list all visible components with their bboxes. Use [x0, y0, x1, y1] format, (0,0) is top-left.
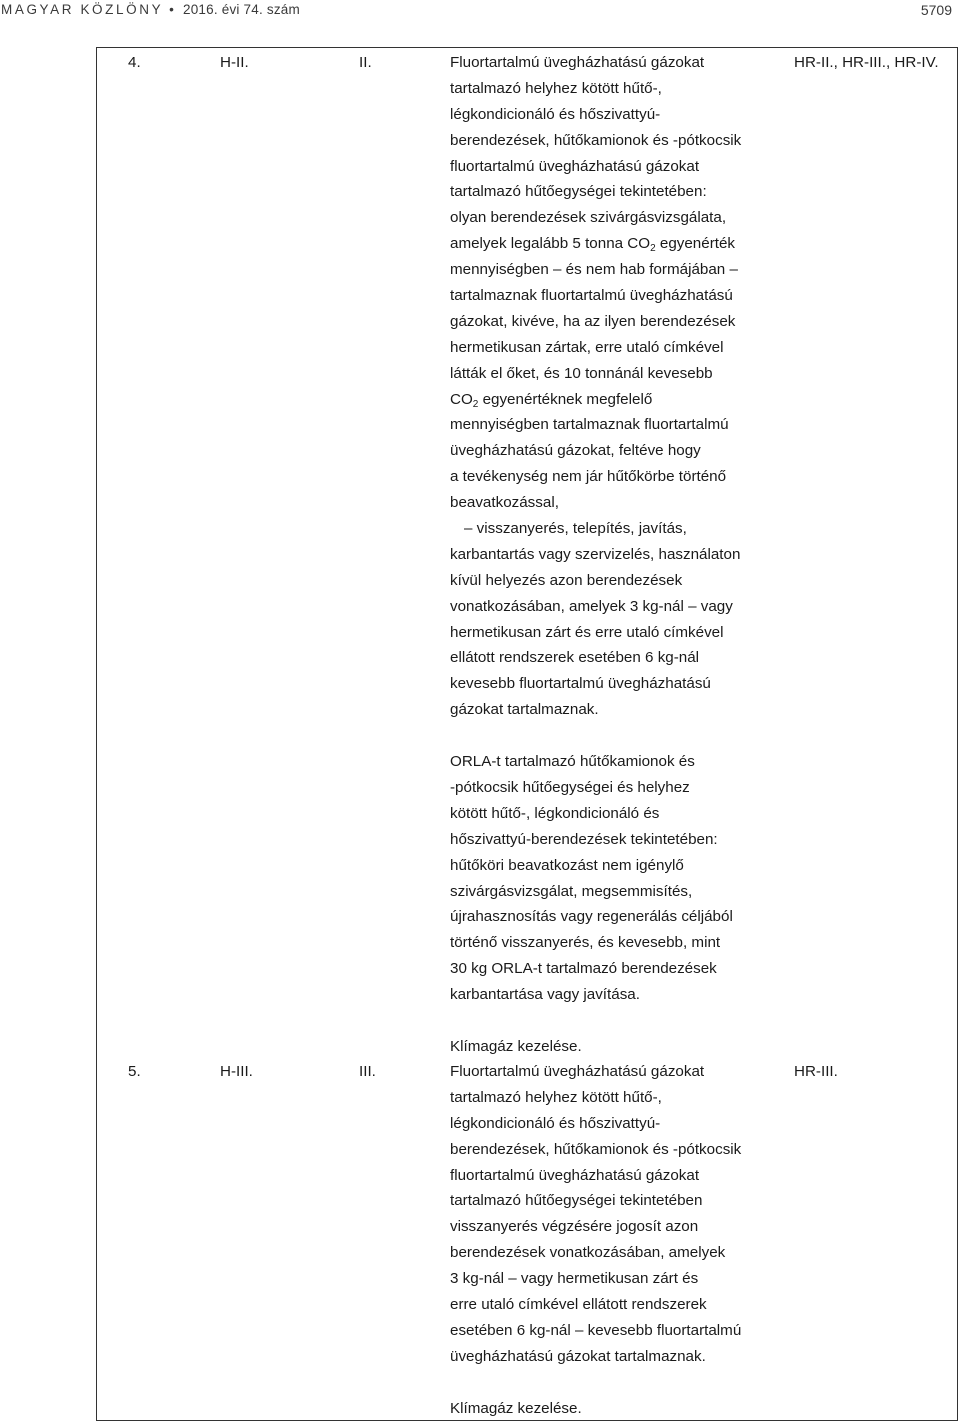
text-line: Fluortartalmú üvegházhatású gázokat: [450, 1063, 705, 1080]
text-line: erre utaló címkével ellátott rendszerek: [450, 1296, 707, 1314]
co2-text: egyenértéknek megfelelő: [478, 390, 653, 408]
text-line: fluortartalmú üvegházhatású gázokat: [450, 1166, 700, 1184]
text-line-indent: – visszanyerés, telepítés, javítás,: [464, 520, 687, 538]
text-line: vonatkozásában, amelyek 3 kg-nál – vagy: [450, 597, 733, 615]
text-line: esetében 6 kg-nál – kevesebb fluortartalmú: [450, 1321, 742, 1339]
text-line: karbantartás vagy szervizelés, használaton: [450, 545, 741, 563]
text-line: olyan berendezések szivárgásvizsgálata,: [450, 209, 727, 227]
co2-text: egyenérték: [655, 235, 736, 253]
co2-text: amelyek legalább 5 tonna CO: [450, 235, 651, 253]
row-description: [450, 1059, 741, 1421]
row-code: H-II.: [220, 54, 249, 71]
text-line: hőszivattyú-berendezések tekintetében:: [450, 830, 718, 848]
text-line: kevesebb fluortartalmú üvegházhatású: [450, 675, 711, 693]
text-line: Klímagáz kezelése.: [450, 1399, 582, 1417]
text-line-co2: [450, 231, 741, 257]
text-line: 3 kg-nál – vagy hermetikusan zárt és: [450, 1270, 699, 1288]
row-description: [450, 50, 741, 1060]
header-bullet: •: [169, 2, 175, 17]
row-category: II.: [359, 54, 372, 71]
paragraph-gap: [450, 1370, 741, 1396]
text-line: hűtőköri beavatkozást nem igénylő: [450, 856, 684, 874]
regulation-table: [96, 47, 958, 1421]
paragraph-gap: [450, 1008, 741, 1034]
text-line: újrahasznosítás vagy regenerálás céljából: [450, 908, 733, 926]
text-line: visszanyerés végzésére jogosít azon: [450, 1218, 699, 1236]
text-line: tartalmazó hűtőegységei tekintetében:: [450, 183, 707, 201]
text-line: gázokat tartalmaznak.: [450, 701, 599, 719]
text-line: fluortartalmú üvegházhatású gázokat: [450, 157, 700, 175]
text-line: tartalmazó helyhez kötött hűtő-,: [450, 79, 662, 97]
text-line: Klímagáz kezelése.: [450, 1037, 582, 1055]
text-line: tartalmazó hűtőegységei tekintetében: [450, 1192, 703, 1210]
text-line: üvegházhatású gázokat tartalmaznak.: [450, 1347, 706, 1365]
text-line: üvegházhatású gázokat, feltéve hogy: [450, 442, 701, 460]
text-line: Fluortartalmú üvegházhatású gázokat: [450, 54, 705, 71]
text-line: ORLA-t tartalmazó hűtőkamionok és: [450, 753, 695, 771]
text-line: a tevékenység nem jár hűtőkörbe történő: [450, 468, 727, 486]
text-line: -pótkocsik hűtőegységei és helyhez: [450, 778, 690, 796]
text-line: tartalmazó helyhez kötött hűtő-,: [450, 1088, 662, 1106]
text-line: kívül helyezés azon berendezések: [450, 571, 683, 589]
text-line: beavatkozással,: [450, 494, 559, 512]
paragraph-gap: [450, 723, 741, 749]
text-line-co2: [450, 387, 741, 413]
text-line: hermetikusan zártak, erre utaló címkével: [450, 338, 724, 356]
row-category: III.: [359, 1063, 376, 1080]
text-line: látták el őket, és 10 tonnánál kevesebb: [450, 364, 713, 382]
text-line: szivárgásvizsgálat, megsemmisítés,: [450, 882, 693, 900]
text-line: karbantartása vagy javítása.: [450, 986, 640, 1004]
text-line: kötött hűtő-, légkondicionáló és: [450, 804, 660, 822]
row-number: 4.: [128, 54, 141, 71]
row-reference: HR-III.: [794, 1063, 838, 1080]
text-line: berendezések vonatkozásában, amelyek: [450, 1244, 726, 1262]
header-publication-info: [1, 2, 300, 17]
text-line: berendezések, hűtőkamionok és -pótkocsik: [450, 1140, 742, 1158]
row-number: 5.: [128, 1063, 141, 1080]
co2-subscript: 2: [650, 243, 656, 255]
row-reference: HR-II., HR-III., HR-IV.: [794, 54, 939, 71]
co2-text: CO: [450, 390, 473, 408]
row-code: H-III.: [220, 1063, 253, 1080]
co2-subscript: 2: [472, 398, 479, 410]
page-number: 5709: [920, 2, 952, 18]
issue-label: 2016. évi 74. szám: [183, 2, 300, 17]
text-line: hermetikusan zárt és erre utaló címkével: [450, 623, 724, 641]
text-line: történő visszanyerés, és kevesebb, mint: [450, 934, 721, 952]
text-line: tartalmaznak fluortartalmú üvegházhatású: [450, 287, 733, 305]
text-line: mennyiségben tartalmaznak fluortartalmú: [450, 416, 729, 434]
text-line: gázokat, kivéve, ha az ilyen berendezések: [450, 312, 736, 330]
text-line: ellátott rendszerek esetében 6 kg-nál: [450, 649, 700, 667]
text-line: 30 kg ORLA-t tartalmazó berendezések: [450, 960, 717, 978]
text-line: mennyiségben – és nem hab formájában –: [450, 261, 738, 279]
page-header: [0, 0, 960, 24]
publication-title: MAGYAR KÖZLÖNY: [1, 2, 164, 17]
text-line: légkondicionáló és hőszivattyú-: [450, 105, 661, 123]
text-line: légkondicionáló és hőszivattyú-: [450, 1114, 661, 1132]
text-line: berendezések, hűtőkamionok és -pótkocsik: [450, 131, 742, 149]
